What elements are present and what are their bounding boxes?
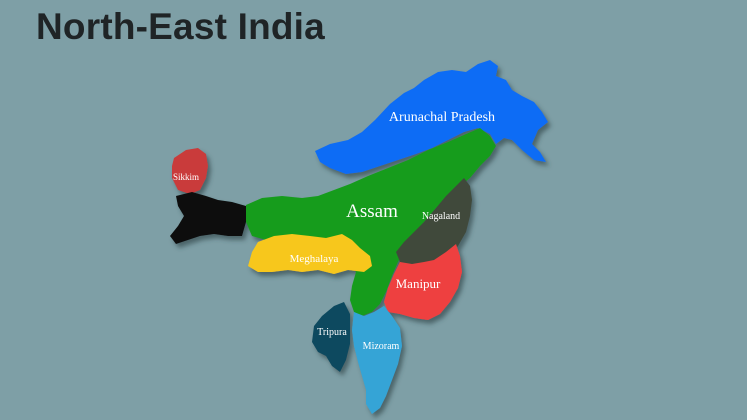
north-bengal-corridor <box>170 192 246 244</box>
label-tripura: Tripura <box>317 327 347 338</box>
page-title: North-East India <box>36 6 325 47</box>
label-assam: Assam <box>346 201 398 222</box>
label-mizoram: Mizoram <box>362 341 400 352</box>
label-meghalaya: Meghalaya <box>289 253 339 265</box>
label-sikkim: Sikkim <box>172 172 200 182</box>
label-nagaland: Nagaland <box>421 211 461 222</box>
label-arunachal-pradesh: Arunachal Pradesh <box>388 110 496 125</box>
sikkim-region[interactable] <box>172 148 208 194</box>
label-manipur: Manipur <box>395 276 441 291</box>
mizoram-region[interactable] <box>352 306 402 414</box>
